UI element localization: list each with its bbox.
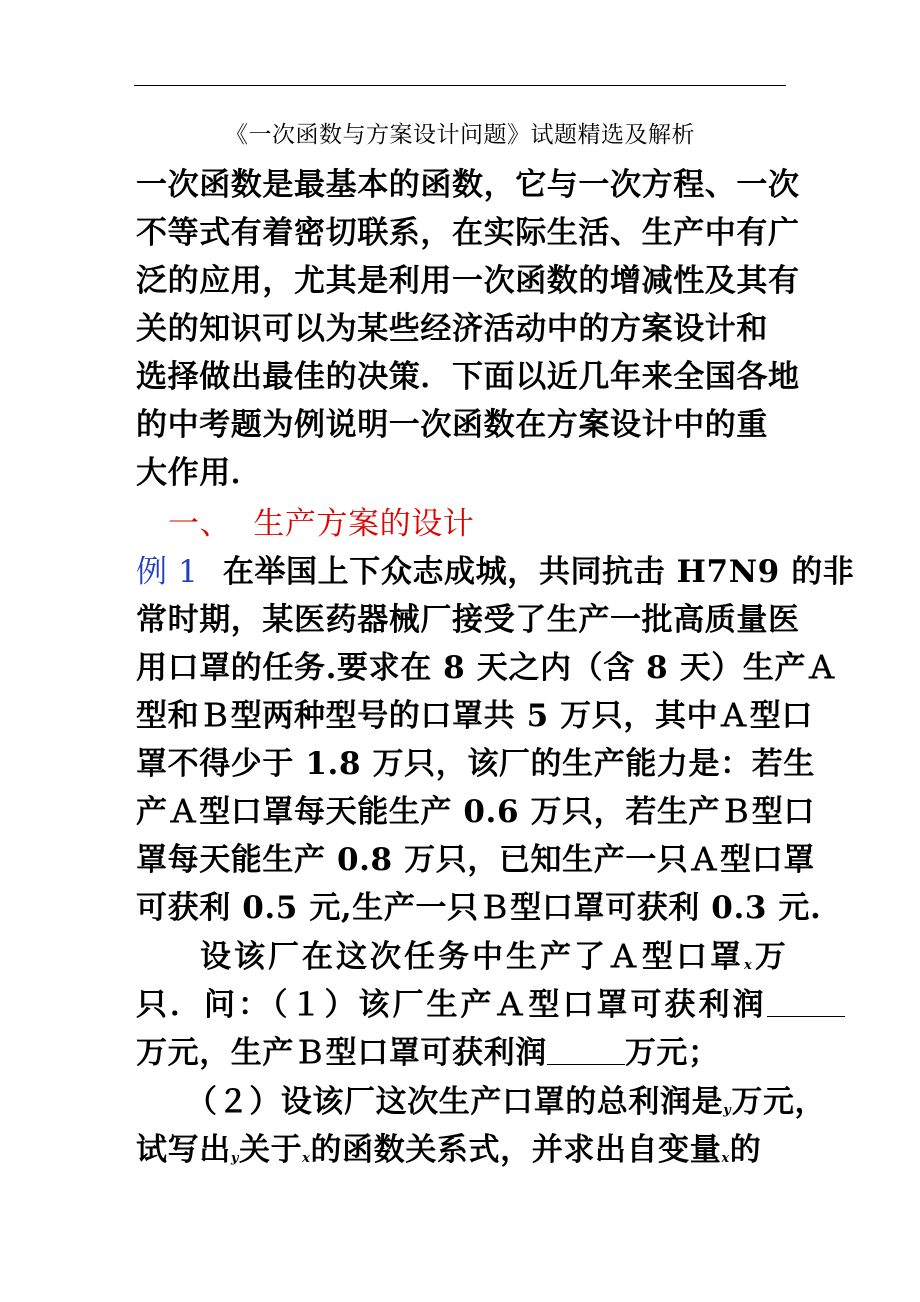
section-number: 一、 [168,506,232,542]
intro-line-7: 大作用． [136,455,263,491]
intro-line-1: 一次函数是最基本的函数，它与一次方程、一次 [136,167,800,203]
example-line-4: 型和Ｂ型两种型号的口罩共 5 万只，其中Ａ型口 [136,698,813,734]
intro-line-2: 不等式有着密切联系，在实际生活、生产中有广 [136,215,800,251]
example-line-8: 可获利 0.5 元,生产一只Ｂ型口罩可获利 0.3 元. [136,890,822,926]
question-1-line-1 [136,983,788,1027]
variable-y: y [723,1103,732,1118]
intro-line-4: 关的知识可以为某些经济活动中的方案设计和 [136,311,768,347]
section-heading [168,502,820,546]
example-line-7: 罩每天能生产 0.8 万只，已知生产一只Ａ型口罩 [136,842,815,878]
question-2-text-3: 关于 [238,1132,303,1168]
question-2-unit: 万元， [731,1084,827,1120]
section-title: 生产方案的设计 [253,506,475,542]
answer-blank-a[interactable] [767,988,845,1017]
question-2-line-2 [136,1128,788,1181]
question-1-line-2 [136,1031,788,1075]
example-line-6: 产Ａ型口罩每天能生产 0.6 万只，若生产Ｂ型口 [136,794,815,830]
question-1-text: 只．问：（１）该厂生产Ａ型口罩可获利润 [136,987,767,1023]
example-line-3: 用口罩的任务.要求在 8 天之内（含 8 天）生产Ａ [136,650,838,686]
question-2-text-4: 的函数关系式，并求出自变量 [310,1132,722,1168]
setup-text: 设该厂在这次任务中生产了Ａ型口罩 [200,939,744,975]
question-1-unit: 万元； [624,1035,720,1071]
question-1-text-2: 万元，生产Ｂ型口罩可获利润 [136,1035,547,1071]
example-label: 例 1 [136,554,199,590]
question-2-text-2: 试写出 [136,1132,231,1168]
example-text-start: 在举国上下众志成城，共同抗击 H7N9 的非 [222,554,855,590]
example-line-2: 常时期，某医药器械厂接受了生产一批高质量医 [136,602,800,638]
question-2-text: （２）设该厂这次生产口罩的总利润是 [186,1084,724,1120]
example-line-1 [136,550,855,594]
variable-x-3: x [721,1151,730,1166]
setup-line [200,935,852,988]
intro-line-3: 泛的应用，尤其是利用一次函数的增减性及其有 [136,263,800,299]
variable-x: x [744,958,755,973]
header-rule [134,85,786,86]
variable-x-2: x [302,1151,311,1166]
intro-line-6: 的中考题为例说明一次函数在方案设计中的重 [136,407,768,443]
question-2-line-1 [186,1080,838,1133]
variable-y-2: y [230,1151,239,1166]
intro-line-5: 选择做出最佳的决策．下面以近几年来全国各地 [136,359,800,395]
setup-unit: 万 [754,939,789,975]
question-2-text-5: 的 [729,1132,762,1168]
answer-blank-b[interactable] [547,1036,625,1065]
example-line-5: 罩不得少于 1.8 万只，该厂的生产能力是：若生 [136,746,815,782]
document-title: 《一次函数与方案设计问题》试题精选及解析 [225,122,695,148]
